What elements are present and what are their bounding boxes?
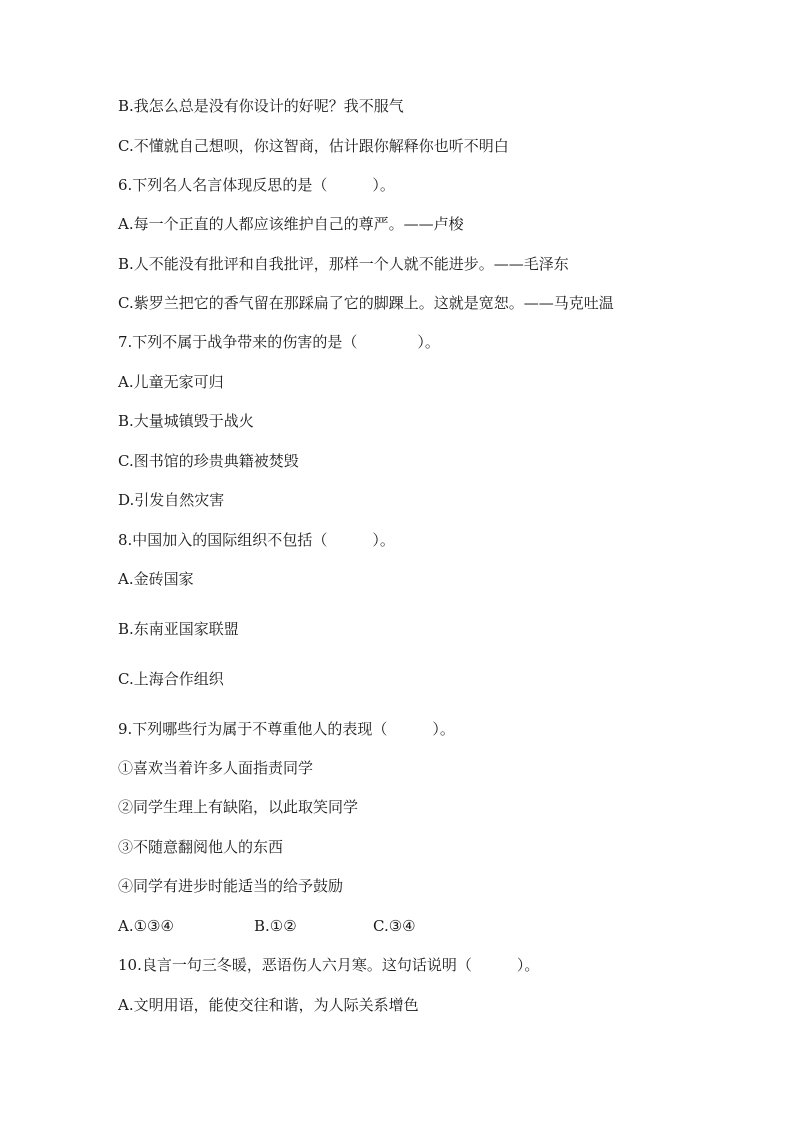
q8-option-a: A.金砖国家 xyxy=(118,570,194,588)
q10-option-a: A.文明用语，能使交往和谐，为人际关系增色 xyxy=(118,996,419,1014)
q9-choice-a: A.①③④ xyxy=(118,917,174,935)
q6-option-c: C.紫罗兰把它的香气留在那踩扁了它的脚踝上。这就是宽恕。——马克吐温 xyxy=(118,294,614,312)
q8-option-c: C.上海合作组织 xyxy=(118,670,224,688)
q7-option-d: D.引发自然灾害 xyxy=(118,491,225,509)
q9-question: 9.下列哪些行为属于不尊重他人的表现（ ）。 xyxy=(118,720,455,738)
q6-option-a: A.每一个正直的人都应该维护自己的尊严。——卢梭 xyxy=(118,215,464,233)
q9-item-1: ①喜欢当着许多人面指责同学 xyxy=(118,759,314,777)
q7-question: 7.下列不属于战争带来的伤害的是（ ）。 xyxy=(118,333,440,351)
q5-option-c: C.不懂就自己想呗，你这智商，估计跟你解释你也听不明白 xyxy=(118,137,509,155)
q5-option-b: B.我怎么总是没有你设计的好呢？我不服气 xyxy=(118,97,404,115)
q6-option-b: B.人不能没有批评和自我批评，那样一个人就不能进步。——毛泽东 xyxy=(118,255,569,273)
q9-choice-c: C.③④ xyxy=(373,917,416,935)
q9-choice-b: B.①② xyxy=(254,917,297,935)
q8-option-b: B.东南亚国家联盟 xyxy=(118,620,239,638)
q9-item-4: ④同学有进步时能适当的给予鼓励 xyxy=(118,877,344,895)
q7-option-b: B.大量城镇毁于战火 xyxy=(118,412,254,430)
q7-option-c: C.图书馆的珍贵典籍被焚毁 xyxy=(118,452,299,470)
q8-question: 8.中国加入的国际组织不包括（ ）。 xyxy=(118,531,395,549)
q9-item-3: ③不随意翻阅他人的东西 xyxy=(118,838,284,856)
q7-option-a: A.儿童无家可归 xyxy=(118,373,224,391)
q9-item-2: ②同学生理上有缺陷，以此取笑同学 xyxy=(118,798,359,816)
q6-question: 6.下列名人名言体现反思的是（ ）。 xyxy=(118,176,395,194)
q10-question: 10.良言一句三冬暖，恶语伤人六月寒。这句话说明（ ）。 xyxy=(118,956,540,974)
